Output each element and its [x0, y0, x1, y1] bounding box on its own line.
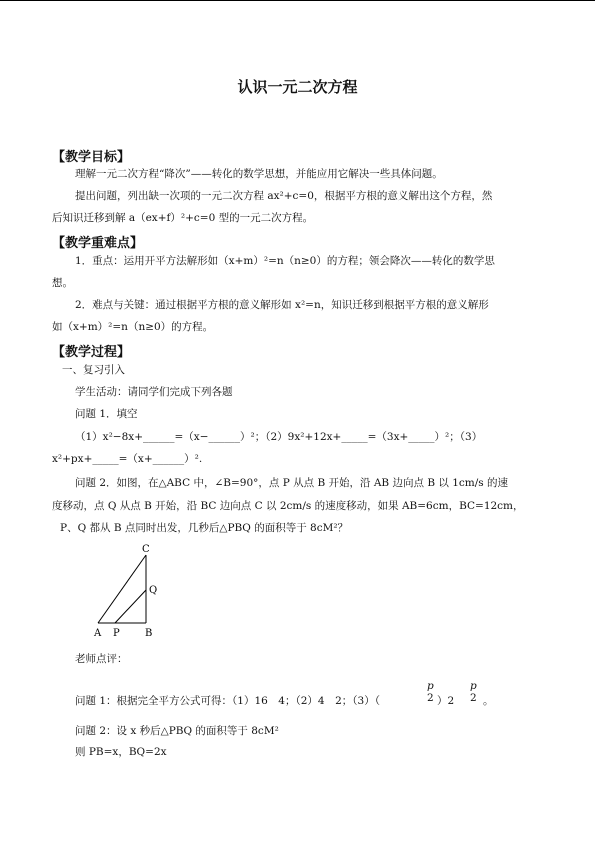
- label-c: C: [142, 544, 150, 555]
- fraction-p-over-2-a: [427, 680, 434, 704]
- keypoint-2-line-1: 2．难点与关键：通过根据平方根的意义解形如 x²=n，知识迁移到根据平方根的意义解形: [75, 299, 489, 311]
- fraction-p-over-2-b: [470, 680, 477, 704]
- segment-pq: [115, 590, 146, 623]
- fraction-numerator: p: [427, 680, 434, 692]
- question-2-line-2: 度移动，点 Q 从点 B 开始，沿 BC 边向点 C 以 2cm/s 的速度移动，如果 AB=6cm，BC=12cm，: [52, 500, 524, 512]
- section-heading-process: 【教学过程】: [52, 345, 131, 360]
- side-ac: [98, 555, 146, 623]
- label-p: P: [113, 628, 120, 639]
- section-heading-keypoints: 【教学重难点】: [52, 236, 144, 251]
- answer-1-mid: ）2: [437, 695, 455, 707]
- review-heading: 一、复习引入: [62, 364, 125, 376]
- goals-line-1: 理解一元二次方程“降次”——转化的数学思想，并能应用它解决一些具体问题。: [75, 168, 443, 180]
- label-q: Q: [149, 585, 158, 596]
- section-heading-goals: 【教学目标】: [52, 150, 131, 165]
- answer-1-text: [75, 694, 380, 708]
- fraction-denominator: 2: [427, 692, 434, 704]
- page-title: 认识一元二次方程: [237, 78, 358, 96]
- goals-line-3: 后知识迁移到解 a（ex+f）²+c=0 型的一元二次方程。: [52, 212, 314, 224]
- answer-1-end: 。: [483, 695, 494, 707]
- question-1-line-2: x²+px+_____=（x+______）².: [52, 453, 203, 465]
- answer-2-line-2: 则 PB=x，BQ=2x: [75, 746, 167, 758]
- teacher-comment: 老师点评：: [75, 653, 128, 665]
- top-rule: [0, 0, 595, 1]
- label-b: B: [145, 628, 153, 639]
- fraction-denominator: 2: [470, 692, 477, 704]
- goals-line-2: 提出问题，列出缺一次项的一元二次方程 ax²+c=0，根据平方根的意义解出这个方程，然: [75, 190, 493, 202]
- question-2-line-3: P、Q 都从 B 点同时出发，几秒后△PBQ 的面积等于 8cM²？: [60, 522, 349, 534]
- answer-2-line-1: 问题 2：设 x 秒后△PBQ 的面积等于 8cM²: [75, 725, 279, 737]
- keypoint-1-line-1: 1．重点：运用开平方法解形如（x+m）²=n（n≥0）的方程；领会降次——转化的数学思: [75, 255, 495, 267]
- question-1-title: 问题 1．填空: [75, 408, 138, 420]
- fraction-numerator: p: [470, 680, 477, 692]
- label-a: A: [94, 628, 102, 639]
- triangle-figure: [88, 540, 168, 645]
- answer-1-prefix: 问题 1：根据完全平方公式可得：（1）16 4；（2）4 2；（3）（: [75, 695, 380, 707]
- student-activity: 学生活动：请同学们完成下列各题: [75, 386, 233, 398]
- keypoint-1-line-2: 想。: [52, 277, 73, 289]
- keypoint-2-line-2: 如（x+m）²=n（n≥0）的方程。: [52, 321, 214, 333]
- question-1-line-1: （1）x²−8x+______=（x−______）²；（2）9x²+12x+_____=（3x+_____）²；（3）: [75, 431, 483, 443]
- question-2-line-1: 问题 2．如图，在△ABC 中，∠B=90°，点 P 从点 B 开始，沿 AB 边向点 B 以 1cm/s 的速: [75, 477, 508, 489]
